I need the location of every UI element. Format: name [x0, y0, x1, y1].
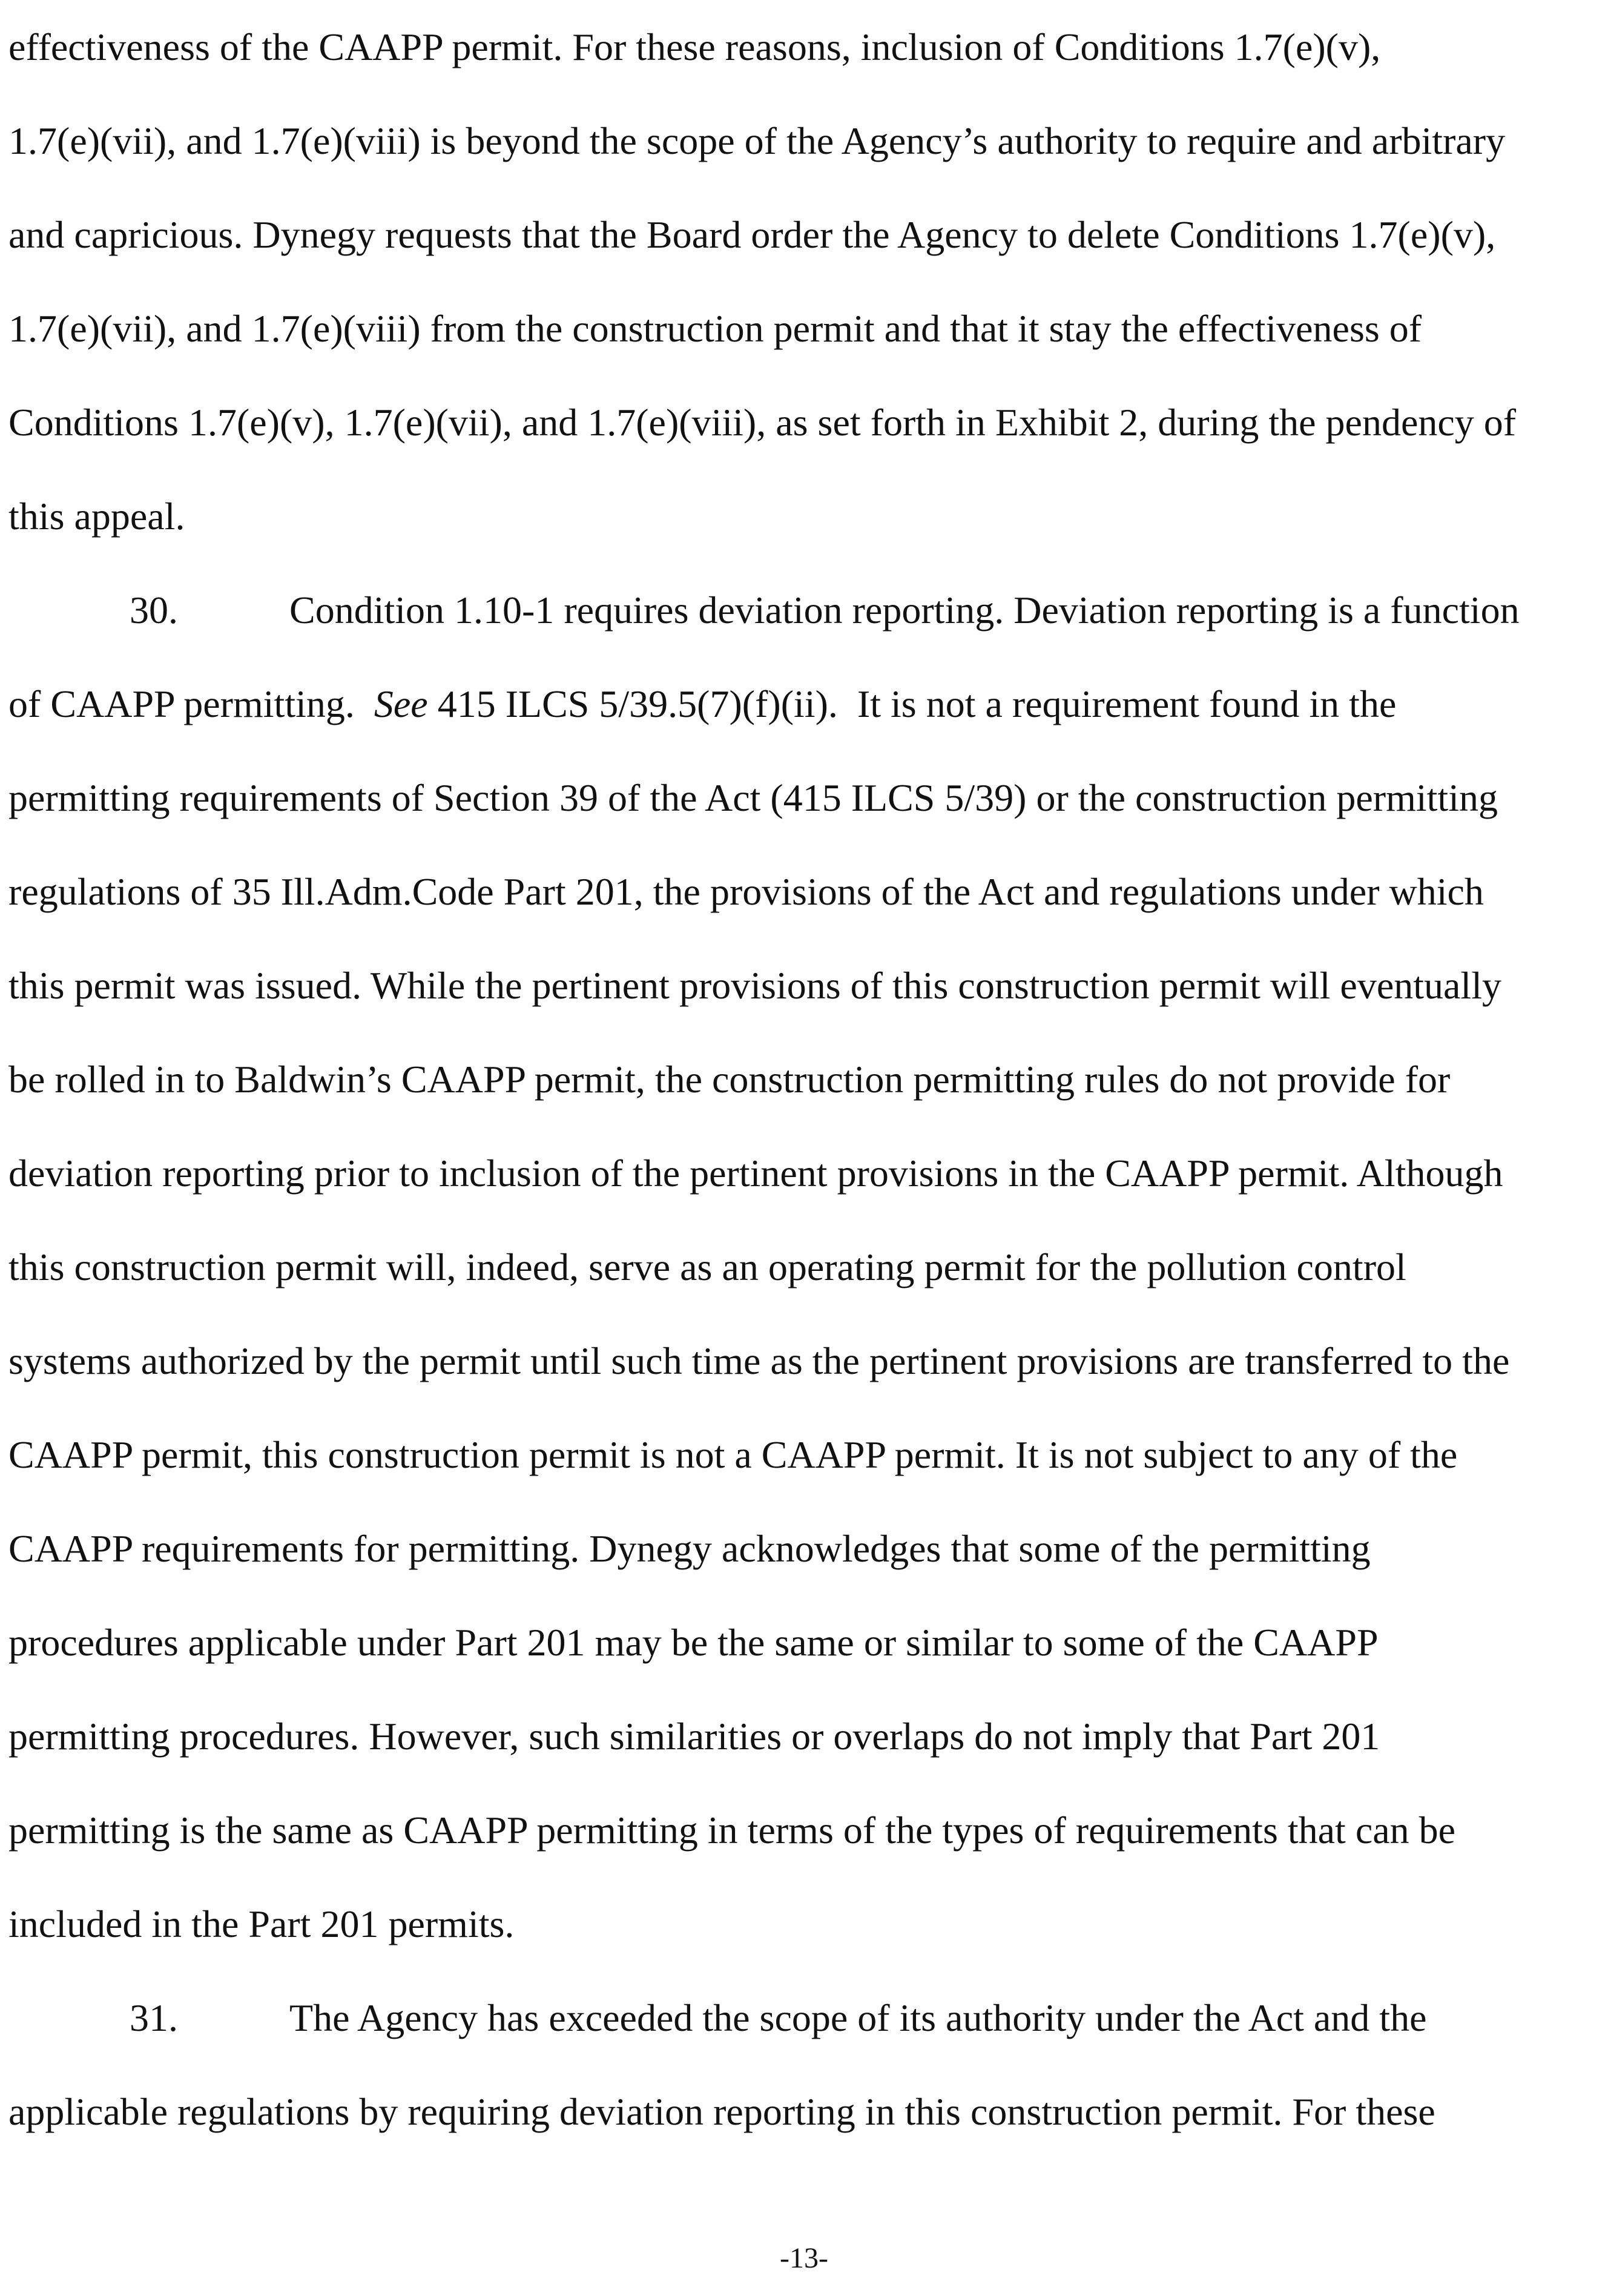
- text-line: Conditions 1.7(e)(v), 1.7(e)(vii), and 1.7(e)(viii), as set forth in Exhibit 2, during the pendency of: [8, 401, 1517, 444]
- text-line: CAAPP permit, this construction permit is not a CAAPP permit. It is not subject to any of the: [8, 1433, 1458, 1476]
- text-line: 1.7(e)(vii), and 1.7(e)(viii) is beyond the scope of the Agency’s authority to require and arbitrary: [8, 119, 1506, 162]
- text-line: effectiveness of the CAAPP permit. For these reasons, inclusion of Conditions 1.7(e)(v),: [8, 25, 1381, 68]
- text-line: this appeal.: [8, 495, 185, 538]
- text-segment: The Agency has exceeded the scope of its authority under the Act and the: [289, 1996, 1427, 2039]
- text-line: regulations of 35 Ill.Adm.Code Part 201, the provisions of the Act and regulations under which: [8, 870, 1484, 913]
- text-line: deviation reporting prior to inclusion of the pertinent provisions in the CAAPP permit. Although: [8, 1152, 1503, 1195]
- body-text: [8, 0, 1603, 2159]
- text-segment: Condition 1.10-1 requires deviation reporting. Deviation reporting is a function: [289, 589, 1520, 632]
- text-line: this permit was issued. While the pertinent provisions of this construction permit will eventually: [8, 964, 1501, 1007]
- text-line: be rolled in to Baldwin’s CAAPP permit, the construction permitting rules do not provide for: [8, 1058, 1451, 1101]
- text-line: 1.7(e)(vii), and 1.7(e)(viii) from the construction permit and that it stay the effectiveness of: [8, 307, 1422, 350]
- text-line: permitting requirements of Section 39 of the Act (415 ILCS 5/39) or the construction permitting: [8, 776, 1498, 819]
- text-segment: 415 ILCS 5/39.5(7)(f)(ii). It is not a requirement found in the: [427, 682, 1397, 725]
- paragraph-31-first-line: [8, 1971, 1603, 2065]
- text-line: procedures applicable under Part 201 may be the same or similar to some of the CAAPP: [8, 1621, 1379, 1664]
- text-line: this construction permit will, indeed, serve as an operating permit for the pollution control: [8, 1245, 1406, 1288]
- text-line: applicable regulations by requiring deviation reporting in this construction permit. For these: [8, 2090, 1435, 2133]
- text-line: CAAPP requirements for permitting. Dynegy acknowledges that some of the permitting: [8, 1527, 1371, 1570]
- paragraph-number: 30.: [130, 589, 178, 632]
- text-line: [8, 657, 1603, 751]
- citation-signal: See: [374, 682, 428, 725]
- text-line: permitting is the same as CAAPP permitting in terms of the types of requirements that can be: [8, 1809, 1456, 1852]
- paragraph-number: 31.: [130, 1996, 178, 2039]
- paragraph-30-first-line: [8, 563, 1603, 657]
- text-line: systems authorized by the permit until such time as the pertinent provisions are transferred to the: [8, 1339, 1510, 1382]
- text-line: included in the Part 201 permits.: [8, 1902, 515, 1945]
- text-line: permitting procedures. However, such similarities or overlaps do not imply that Part 201: [8, 1715, 1380, 1758]
- page-number: -13-: [780, 2242, 828, 2274]
- text-segment: of CAAPP permitting.: [8, 682, 374, 725]
- text-line: and capricious. Dynegy requests that the Board order the Agency to delete Conditions 1.7(e)(v),: [8, 213, 1496, 256]
